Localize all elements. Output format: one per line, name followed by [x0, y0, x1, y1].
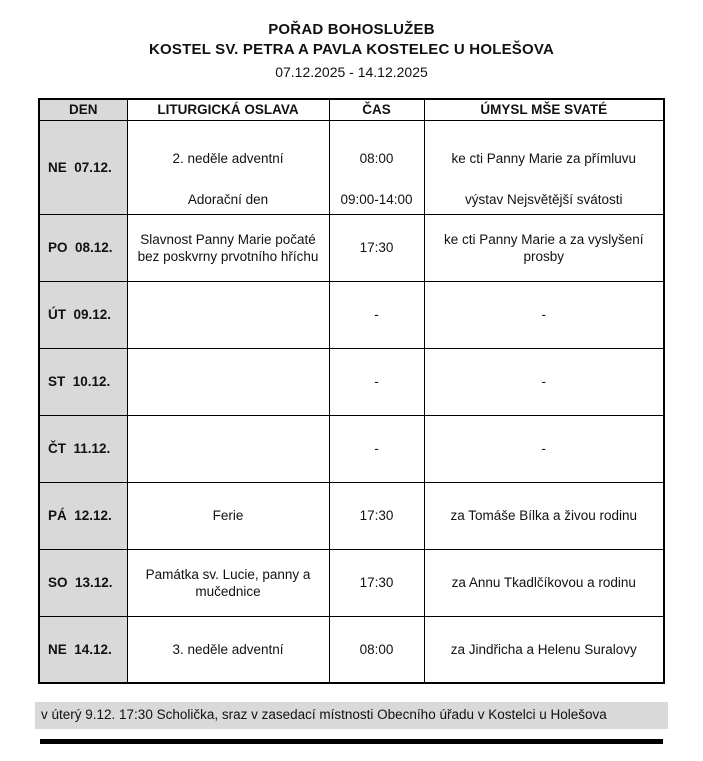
intention-cell: ke cti Panny Marie a za vyslyšení prosby — [424, 214, 664, 281]
day-cell: NE 14.12. — [39, 616, 127, 683]
intention-cell: za Tomáše Bílka a živou rodinu — [424, 482, 664, 549]
celebration-cell: Slavnost Panny Marie počaté bez poskvrny prvotního hříchu — [127, 214, 329, 281]
day-cell: ČT 11.12. — [39, 415, 127, 482]
time-cell: - — [329, 281, 424, 348]
time-cell: - — [329, 415, 424, 482]
column-header-liturgicka-oslava: LITURGICKÁ OSLAVA — [127, 99, 329, 120]
intention-cell: - — [424, 281, 664, 348]
time-entry: 09:00-14:00 — [340, 191, 413, 207]
celebration-entry: Adorační den — [187, 191, 269, 207]
column-header-cas: ČAS — [329, 99, 424, 120]
day-cell: SO 13.12. — [39, 549, 127, 616]
column-header-umysl: ÚMYSL MŠE SVATÉ — [424, 99, 664, 120]
schedule-table — [38, 98, 665, 684]
date-range: 07.12.2025 - 14.12.2025 — [275, 64, 428, 80]
table-row — [39, 214, 664, 281]
intention-cell: za Annu Tkadlčíkovou a rodinu — [424, 549, 664, 616]
time-cell: 08:00 — [329, 616, 424, 683]
page-title: POŘAD BOHOSLUŽEB — [268, 21, 435, 38]
table-row — [39, 482, 664, 549]
time-cell: 17:30 — [329, 214, 424, 281]
intention-entry: ke cti Panny Marie za přímluvu — [451, 150, 637, 166]
celebration-cell: 3. neděle adventní — [127, 616, 329, 683]
bottom-rule — [40, 739, 663, 744]
time-cell: 17:30 — [329, 482, 424, 549]
intention-cell: - — [424, 348, 664, 415]
celebration-cell — [127, 281, 329, 348]
table-row — [39, 549, 664, 616]
celebration-cell — [127, 348, 329, 415]
page-subtitle: KOSTEL SV. PETRA A PAVLA KOSTELEC U HOLEŠOVA — [149, 41, 554, 58]
table-row — [39, 281, 664, 348]
footer-note: v úterý 9.12. 17:30 Scholička, sraz v zasedací místnosti Obecního úřadu v Kostelci u Holešova — [35, 702, 668, 729]
celebration-entry: 2. neděle adventní — [172, 150, 284, 166]
intention-cell — [424, 120, 664, 214]
celebration-cell: Památka sv. Lucie, panny a mučednice — [127, 549, 329, 616]
day-cell: PO 08.12. — [39, 214, 127, 281]
celebration-cell — [127, 120, 329, 214]
column-header-den: DEN — [39, 99, 127, 120]
celebration-cell: Ferie — [127, 482, 329, 549]
day-cell: NE 07.12. — [39, 120, 127, 214]
day-cell: PÁ 12.12. — [39, 482, 127, 549]
time-cell — [329, 120, 424, 214]
intention-cell: - — [424, 415, 664, 482]
table-row — [39, 415, 664, 482]
day-cell: ST 10.12. — [39, 348, 127, 415]
header-row — [39, 99, 664, 120]
day-cell: ÚT 09.12. — [39, 281, 127, 348]
intention-cell: za Jindřicha a Helenu Suralovy — [424, 616, 664, 683]
time-cell: 17:30 — [329, 549, 424, 616]
table-row — [39, 120, 664, 214]
table-row — [39, 348, 664, 415]
time-entry: 08:00 — [359, 150, 394, 166]
table-row — [39, 616, 664, 683]
celebration-cell — [127, 415, 329, 482]
time-cell: - — [329, 348, 424, 415]
document-header — [0, 0, 703, 81]
intention-entry: výstav Nejsvětější svátosti — [464, 191, 623, 207]
